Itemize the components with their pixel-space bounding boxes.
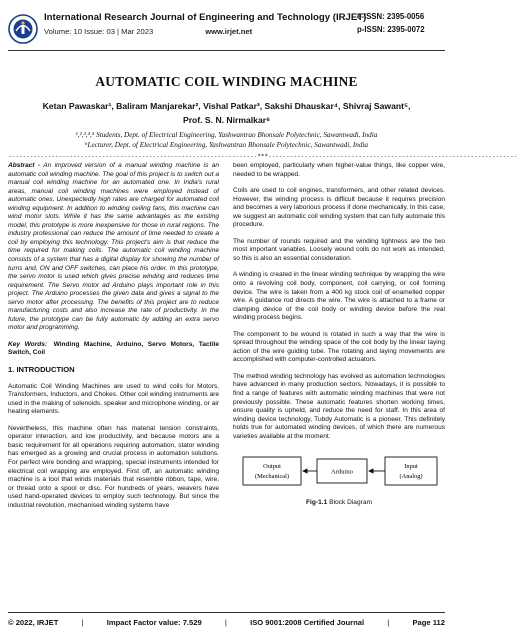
abstract [8,162,219,333]
abstract-text: An improved version of a manual winding machine is an automatic coil winding machine. The goal of this project is to switch out a manual coil winding machine for an automated one. In India's rural areas, manual coil winding machines were employed instead of automatic ones. Unexpectedly high rates are charged for automated coil winding equipment. In addition to winding ceiling fans, this machine can wind motor slots. While it has the same advantages as the existing model, this prototype is more inexpensive for those in rural regions. The industry professional can reduce the amount of time needed to create a coil by employing this technology. This project's aim is that reduce the time required for making coils. The automatic coil winding machine consists of a system that has a digital display for showing the number of turns and, ON and OFF switches, can place his order. In this prototype, the servo motor is used which gives precise winding and reduces time requirement. The Servo motor ad Arduino plays important role in this project. The Arduino processes the given data and gives a signal to the servo motor after processing. The benefits of this project are to reduce manufacturing costs and also increase the rate of productivity. In the future, the prototype can be fully automatic by adding an extra servo motor and programming. [8,162,220,332]
input-block [385,457,437,485]
section-heading-introduction: 1. INTRODUCTION [8,365,75,375]
footer-page-number: Page 112 [412,618,445,627]
journal-header [8,12,445,48]
footer-impact-factor: Impact Factor value: 7.529 [106,618,202,627]
title-separator: ---------------------------------------------------------------------***--------------------------------------------------------------------- [8,153,517,160]
paper-title: AUTOMATIC COIL WINDING MACHINE [95,74,358,89]
affiliations [14,131,439,150]
output-sublabel: (Mechanical) [254,473,290,481]
affiliation-lecturer: ⁶Lecturer, Dept. of Electrical Engineering, Yashwantrao Bhonsale Polytechnic, Sawantwadi, India [84,140,369,149]
figure-caption-text: Block Diagram [329,499,372,507]
body-paragraph-1: been employed, particularly when higher-value things, like copper wire, needed to be wrapped. [233,162,445,178]
abstract-label: Abstract - [8,162,41,169]
header-divider [8,50,445,51]
authors-line-1: Ketan Pawaskar¹, Baliram Manjarekar², Vishal Patkar³, Sakshi Dhauskar⁴, Shivraj Sawant⁵, [42,101,411,111]
footer-separator: | [387,618,390,627]
affiliation-students: ¹,²,³,⁴,⁵ Students, Dept. of Electrical Engineering, Yashwantrao Bhonsale Polytechnic, Sawantwadi, India [75,131,378,139]
output-label: Output [263,463,281,471]
irjet-logo-icon [8,14,38,44]
page-footer [8,618,445,627]
footer-copyright: © 2022, IRJET [8,618,59,627]
intro-paragraph-1: Automatic Coil Winding Machines are used to wind coils for Motors, Transformers, Inductors, and Chokes. Other coil winding instruments are used in the making of solenoids, speaker and microphone winding, or air heating elements. [8,382,219,416]
footer-divider [8,612,445,613]
footer-separator: | [224,618,227,627]
footer-separator: | [81,618,84,627]
arduino-label: Arduino [331,468,353,476]
block-diagram [233,449,445,493]
input-label: Input [404,463,418,471]
journal-website-link[interactable]: www.irjet.net [205,27,253,36]
output-block [243,457,301,485]
keywords [8,341,219,358]
footer-iso: ISO 9001:2008 Certified Journal [250,618,365,627]
journal-meta [44,27,344,36]
authors-line-2: Prof. S. N. Nirmalkar⁶ [182,115,271,125]
input-sublabel: (Analog) [399,473,423,481]
body-paragraph-2: Coils are used to coil engines, transformers, and other related devices. However, the winding process is difficult because it requires precision and becomes a very laborious process if done mechanically. In this case, we suggest an automatic coil winding system that can fully automate this procedure. [233,187,445,229]
right-column [233,162,445,508]
body-paragraph-6: The method winding technology has evolved as automation technologies have advanced in many production sectors. Nowadays, it is possible to find a range of features with automatic winding machines that were not previously possible. These automatic features shorten working times, ensure quality is upheld, and reduce the need for staff. In this area of winding device technology, Tubdy Automatic is a pioneer. This definitely holds true for automated winding devices, of which there are numerous varieties available at the moment. [233,372,445,440]
journal-name: International Research Journal of Engineering and Technology (IRJET) [44,12,367,23]
figure-caption-label: Fig-1.1 [306,499,328,507]
body-paragraph-5: The component to be wound is rotated in such a way that the wire is spread throughout the winding space of the coil body by the linear laying action of the wire guiding tube. The rotating and laying movements are accomplished with computer-controlled actuators. [233,330,445,364]
author-list [14,99,439,127]
keywords-text: Winding Machine, Arduino, Servo Motors, Tactile Switch, Coil [8,340,219,357]
figure-caption [233,499,445,508]
journal-title-block [44,12,367,36]
issn-block [357,12,445,34]
keywords-label: Key Words: [8,340,48,348]
body-paragraph-4: A winding is created in the linear winding technique by wrapping the wire onto a revolving coil body, component, coil carrying, or coil forming device. The wire is taken from a 400 kg stock coil of enamelled copper wire. A guidance rod directs the wire. The wire is attached to a frame or clamping device of the coil body or winding device before the real winding process begins. [233,271,445,322]
e-issn: e-ISSN: 2395-0056 [357,12,425,21]
intro-paragraph-2: Nevertheless, this machine often has material tension constraints, operator interaction, and low productivity, and because motors are a basic requirement for all operations requiring automation, stator winding has emerged as a growing and crucial process in automation solutions. For perfect wire bonding and wrapping, special instruments intended for electrical coil wrapping are employed. First off, an automatic winding machine is a tool that winds materials that resemble ribbon, tape, wire, or thread onto a spool or disc. For hundreds of years, weavers have used hand-operated devices to employ such technology. But since the industrial revolution, mechanised winding systems have [8,424,219,509]
body-paragraph-3: The number of rounds required and the winding tightness are the two most important variables. Loosely wound coils do not work as intended, so this is also an essential consideration. [233,237,445,262]
left-column [8,162,219,518]
volume-issue: Volume: 10 Issue: 03 | Mar 2023 [44,27,154,36]
p-issn: p-ISSN: 2395-0072 [357,25,425,34]
block-diagram-svg [233,449,445,493]
